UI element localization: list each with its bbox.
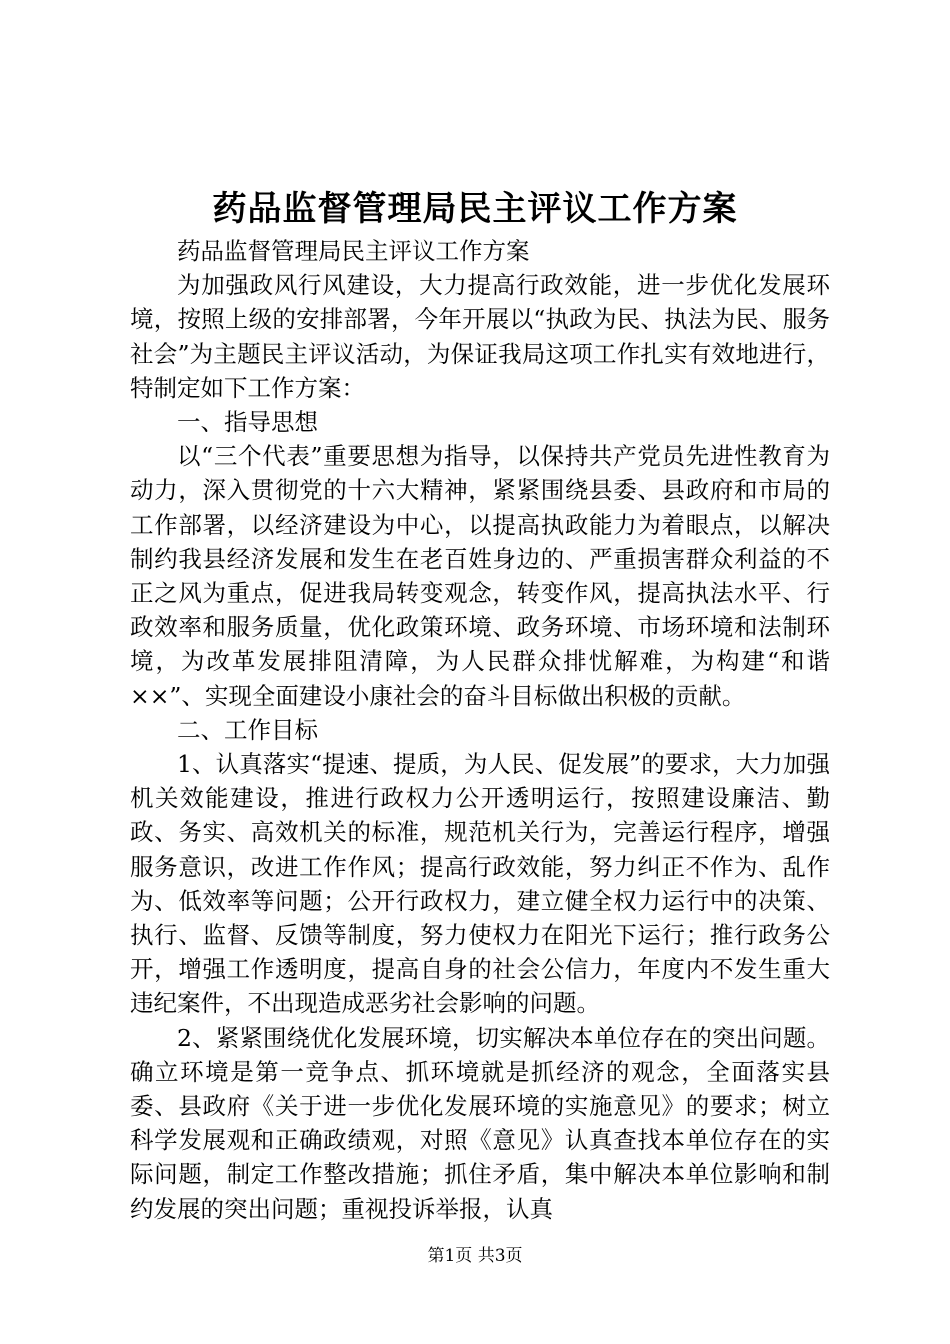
body-paragraph-guiding-ideology: 以“三个代表”重要思想为指导，以保持共产党员先进性教育为动力，深入贯彻党的十六大精神，紧紧围绕县委、县政府和市局的工作部署，以经济建设为中心，以提高执政能力为着眼点，以解决制约我县经济发展和发生在老百姓身边的、严重损害群众利益的不正之风为重点，促进我局转变观念，转变作风，提高执法水平、行政效率和服务质量，优化政策环境、政务环境、市场环境和法制环境，为改革发展排阻清障，为人民群众排忧解难，为构建“和谐××”、实现全面建设小康社会的奋斗目标做出积极的贡献。	[130, 442, 830, 710]
section-heading-work-goals: 二、工作目标	[177, 715, 318, 744]
body-paragraph-subtitle: 药品监督管理局民主评议工作方案	[177, 237, 530, 265]
body-paragraph-intro: 为加强政风行风建设，大力提高行政效能，进一步优化发展环境，按照上级的安排部署，今年开展以“执政为民、执法为民、服务社会”为主题民主评议活动，为保证我局这项工作扎实有效地进行，特制定如下工作方案：	[130, 271, 830, 402]
body-paragraph-goal-1: 1、认真落实“提速、提质，为人民、促发展”的要求，大力加强机关效能建设，推进行政权力公开透明运行，按照建设廉洁、勤政、务实、高效机关的标准，规范机关行为，完善运行程序，增强服务意识，改进工作作风；提高行政效能，努力纠正不作为、乱作为、低效率等问题；公开行政权力，建立健全权力运行中的决策、执行、监督、反馈等制度，努力使权力在阳光下运行；推行政务公开，增强工作透明度，提高自身的社会公信力，年度内不发生重大违纪案件，不出现造成恶劣社会影响的问题。	[130, 750, 830, 1018]
document-body	[130, 234, 830, 1226]
section-heading-guiding-ideology: 一、指导思想	[177, 408, 318, 437]
body-paragraph-goal-2: 2、紧紧围绕优化发展环境，切实解决本单位存在的突出问题。确立环境是第一竞争点、抓环境就是抓经济的观念，全面落实县委、县政府《关于进一步优化发展环境的实施意见》的要求；树立科学发展观和正确政绩观，对照《意见》认真查找本单位存在的实际问题，制定工作整改措施；抓住矛盾，集中解决本单位影响和制约发展的突出问题；重视投诉举报，认真	[130, 1023, 830, 1223]
page-number-footer: 第1页 共3页	[427, 1246, 523, 1266]
document-title: 药品监督管理局民主评议工作方案	[212, 189, 738, 229]
